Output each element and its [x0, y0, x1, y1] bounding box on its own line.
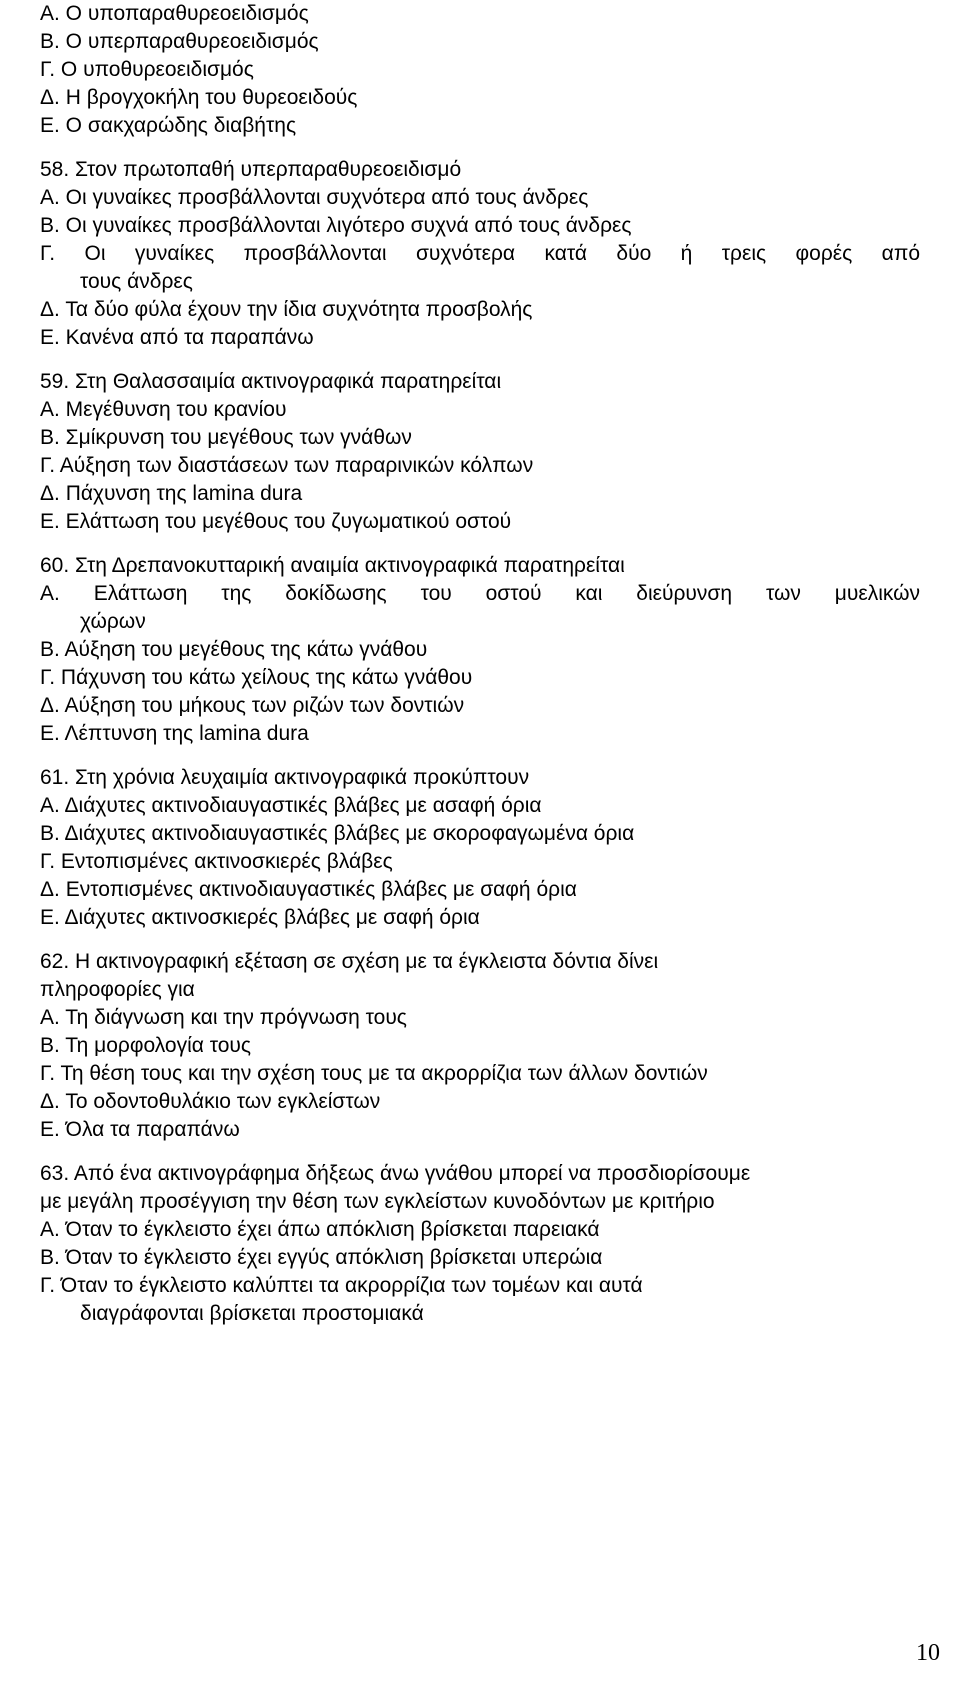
option: Β. Αύξηση του μεγέθους της κάτω γνάθου [40, 638, 428, 661]
option: Γ. Οι γυναίκες προσβάλλονται συχνότερα κατά δύο ή τρεις φορές από [40, 242, 920, 265]
option: Β. Τη μορφολογία τους [40, 1034, 252, 1057]
option-continuation: διαγράφονται βρίσκεται προστομιακά [80, 1302, 424, 1325]
question-text: 59. Στη Θαλασσαιμία ακτινογραφικά παρατηρείται [40, 370, 502, 393]
option: Α. Τη διάγνωση και την πρόγνωση τους [40, 1006, 407, 1029]
option: Β. Σμίκρυνση του μεγέθους των γνάθων [40, 426, 412, 449]
option: Ε. Λέπτυνση της lamina dura [40, 722, 309, 745]
option: Ε. Ελάττωση του μεγέθους του ζυγωματικού οστού [40, 510, 512, 533]
option: Ε. Διάχυτες ακτινοσκιερές βλάβες με σαφή όρια [40, 906, 480, 929]
question-58 [40, 156, 920, 352]
option: Δ. Αύξηση του μήκους των ριζών των δοντιών [40, 694, 465, 717]
option-continuation: τους άνδρες [80, 270, 193, 293]
question-59 [40, 368, 920, 536]
question-61 [40, 764, 920, 932]
intro-options [40, 0, 920, 140]
option: Β. Διάχυτες ακτινοδιαυγαστικές βλάβες με σκοροφαγωμένα όρια [40, 822, 635, 845]
question-text: 61. Στη χρόνια λευχαιμία ακτινογραφικά προκύπτουν [40, 766, 530, 789]
question-text: 62. Η ακτινογραφική εξέταση σε σχέση με τα έγκλειστα δόντια δίνει [40, 950, 659, 973]
question-text: 58. Στον πρωτοπαθή υπερπαραθυρεοειδισμό [40, 158, 462, 181]
option: Α. Μεγέθυνση του κρανίου [40, 398, 287, 421]
question-text: 63. Από ένα ακτινογράφημα δήξεως άνω γνάθου μπορεί να προσδιορίσουμε [40, 1162, 751, 1185]
option: Γ. Εντοπισμένες ακτινοσκιερές βλάβες [40, 850, 393, 873]
question-63 [40, 1160, 920, 1328]
option: Γ. Ο υποθυρεοειδισμός [40, 58, 254, 81]
option: Α. Διάχυτες ακτινοδιαυγαστικές βλάβες με ασαφή όρια [40, 794, 542, 817]
page-number: 10 [916, 1640, 940, 1666]
option: Δ. Πάχυνση της lamina dura [40, 482, 303, 505]
option: Ε. Όλα τα παραπάνω [40, 1118, 240, 1141]
question-60 [40, 552, 920, 748]
option: Β. Όταν το έγκλειστο έχει εγγύς απόκλιση βρίσκεται υπερώια [40, 1246, 603, 1269]
question-62 [40, 948, 920, 1144]
option: Ε. Ο σακχαρώδης διαβήτης [40, 114, 297, 137]
option: Γ. Αύξηση των διαστάσεων των παραρινικών κόλπων [40, 454, 534, 477]
option: Α. Οι γυναίκες προσβάλλονται συχνότερα από τους άνδρες [40, 186, 589, 209]
option: Γ. Όταν το έγκλειστο καλύπτει τα ακρορρίζια των τομέων και αυτά [40, 1274, 643, 1297]
question-text-continuation: με μεγάλη προσέγγιση την θέση των εγκλείστων κυνοδόντων με κριτήριο [40, 1190, 715, 1213]
option: Α. Ελάττωση της δοκίδωσης του οστού και διεύρυνση των μυελικών [40, 582, 920, 605]
question-text: 60. Στη Δρεπανοκυτταρική αναιμία ακτινογραφικά παρατηρείται [40, 554, 625, 577]
option: Γ. Τη θέση τους και την σχέση τους με τα ακρορρίζια των άλλων δοντιών [40, 1062, 708, 1085]
option-continuation: χώρων [80, 610, 146, 633]
option: Α. Όταν το έγκλειστο έχει άπω απόκλιση βρίσκεται παρειακά [40, 1218, 600, 1241]
option: Γ. Πάχυνση του κάτω χείλους της κάτω γνάθου [40, 666, 473, 689]
option: Δ. Το οδοντοθυλάκιο των εγκλείστων [40, 1090, 381, 1113]
option: Δ. Εντοπισμένες ακτινοδιαυγαστικές βλάβες με σαφή όρια [40, 878, 577, 901]
option: Α. Ο υποπαραθυρεοειδισμός [40, 2, 309, 25]
option: Δ. Τα δύο φύλα έχουν την ίδια συχνότητα προσβολής [40, 298, 533, 321]
option: Ε. Κανένα από τα παραπάνω [40, 326, 314, 349]
option: Β. Ο υπερπαραθυρεοειδισμός [40, 30, 319, 53]
question-text-continuation: πληροφορίες για [40, 978, 195, 1001]
document-page [40, 0, 920, 1328]
option: Β. Οι γυναίκες προσβάλλονται λιγότερο συχνά από τους άνδρες [40, 214, 632, 237]
option: Δ. Η βρογχοκήλη του θυρεοειδούς [40, 86, 358, 109]
